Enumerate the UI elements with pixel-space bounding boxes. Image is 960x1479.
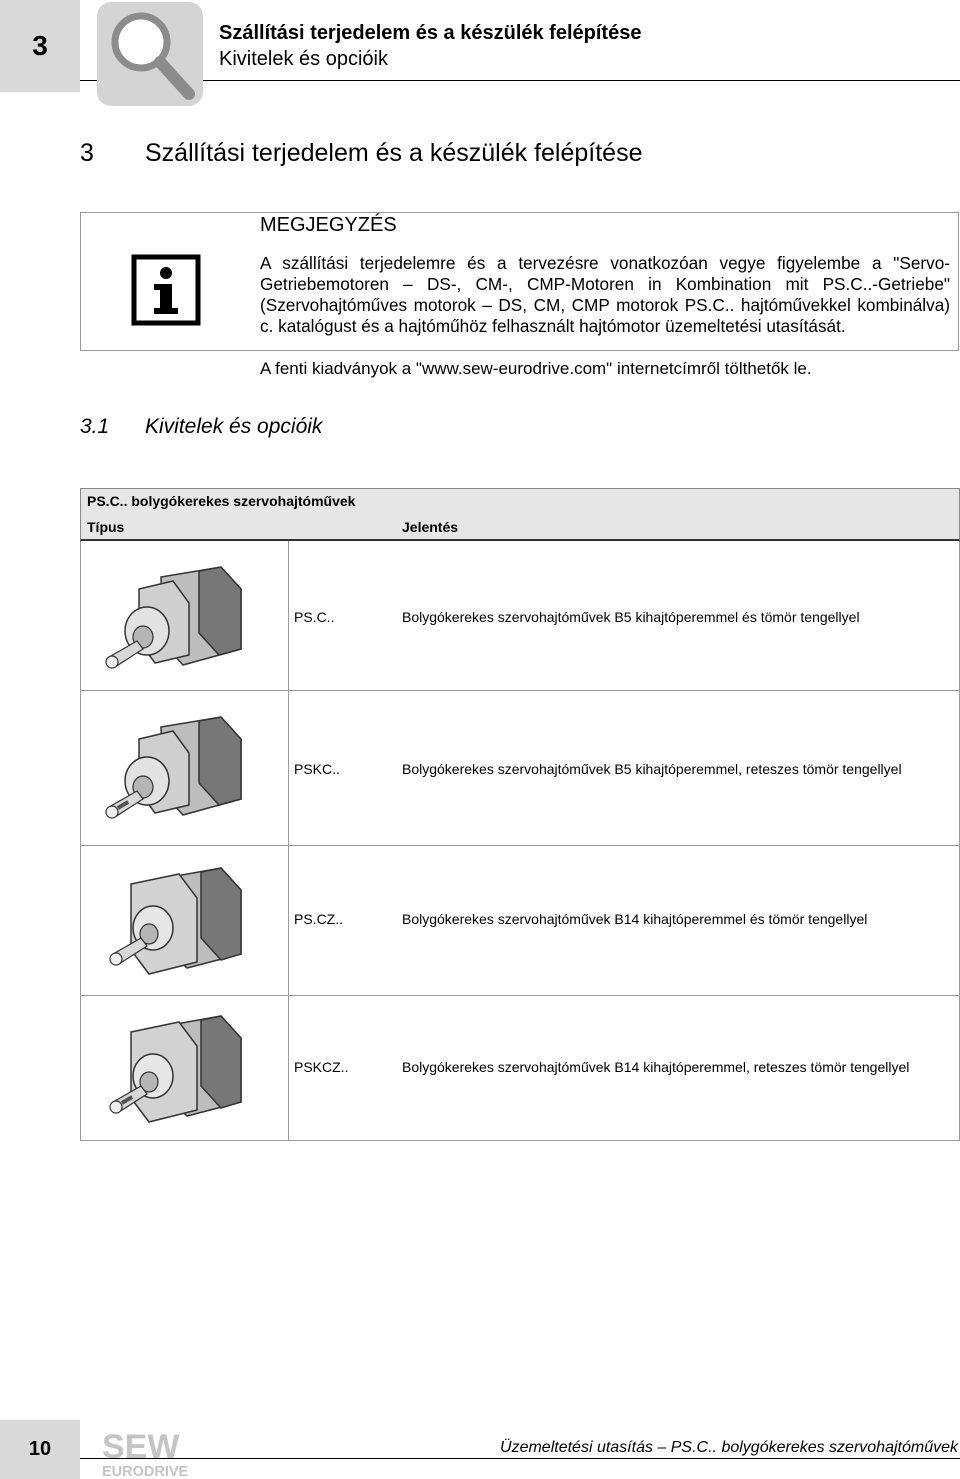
- gearbox-image: [103, 709, 243, 829]
- page-number-tab: [0, 1420, 80, 1479]
- table-row: [80, 996, 960, 1141]
- sew-eurodrive-logo: [98, 1428, 210, 1478]
- header-divider-left: [80, 80, 97, 81]
- row-description: Bolygókerekes szervohajtóművek B14 kihajtóperemmel és tömör tengellyel: [402, 911, 868, 927]
- column-divider: [288, 541, 289, 1141]
- table-row: [80, 846, 960, 996]
- footer-divider: [80, 1458, 960, 1459]
- chapter-tab: [0, 0, 80, 92]
- logo-text-top: SEW: [102, 1428, 180, 1466]
- table-row: [80, 691, 960, 846]
- section-title: Szállítási terjedelem és a készülék felépítése: [145, 139, 643, 167]
- gearbox-image: [103, 559, 243, 679]
- section-number: 3: [80, 139, 94, 167]
- info-icon: [131, 254, 201, 326]
- row-type: PS.CZ..: [294, 911, 344, 927]
- row-type: PSKC..: [294, 761, 340, 777]
- table-row: [80, 541, 960, 691]
- magnifier-icon: [97, 2, 203, 106]
- header-title: Szállítási terjedelem és a készülék felépítése: [219, 22, 642, 44]
- row-description: Bolygókerekes szervohajtóművek B5 kihajtóperemmel, reteszes tömör tengellyel: [402, 761, 902, 777]
- footer-text: Üzemeltetési utasítás – PS.C.. bolygókerekes szervohajtóművek: [500, 1439, 958, 1456]
- note-title: MEGJEGYZÉS: [260, 214, 397, 236]
- row-description: Bolygókerekes szervohajtóművek B5 kihajtóperemmel és tömör tengellyel: [402, 609, 860, 625]
- header-divider: [203, 80, 960, 81]
- row-description: Bolygókerekes szervohajtóművek B14 kihajtóperemmel, reteszes tömör tengellyel: [402, 1059, 910, 1075]
- gearbox-image: [103, 862, 243, 982]
- logo-text-bottom: EURODRIVE: [102, 1464, 189, 1478]
- subsection-number: 3.1: [80, 415, 110, 438]
- column-header-meaning: Jelentés: [402, 519, 459, 535]
- gearbox-image: [103, 1010, 243, 1130]
- note-body: A szállítási terjedelemre és a tervezésre vonatkozóan vegye figyelembe a "Servo-Getriebemotoren – DS-, CM-, CMP-Motoren in Kombination mit PS.C..-Getriebe" (Szervohajtóműves motorok – DS, CM, CMP motorok PS.C.. hajtóművekkel kombinálva) c. katalógust és a hajtóműhöz felhasznált hajtómotor üzemeltetési utasítását.: [260, 253, 950, 336]
- header-subtitle: Kivitelek és opcióik: [219, 48, 388, 70]
- note-download-hint: A fenti kiadványok a "www.sew-eurodrive.com" internetcímről tölthetők le.: [260, 359, 812, 378]
- table-header: [80, 488, 960, 541]
- variants-table: [80, 488, 960, 1141]
- column-header-type: Típus: [87, 519, 125, 535]
- row-type: PS.C..: [294, 609, 335, 625]
- chapter-number: 3: [32, 30, 48, 61]
- subsection-title: Kivitelek és opcióik: [145, 415, 323, 438]
- row-type: PSKCZ..: [294, 1059, 349, 1075]
- page-number: 10: [28, 1438, 52, 1460]
- table-caption: PS.C.. bolygókerekes szervohajtóművek: [87, 493, 356, 509]
